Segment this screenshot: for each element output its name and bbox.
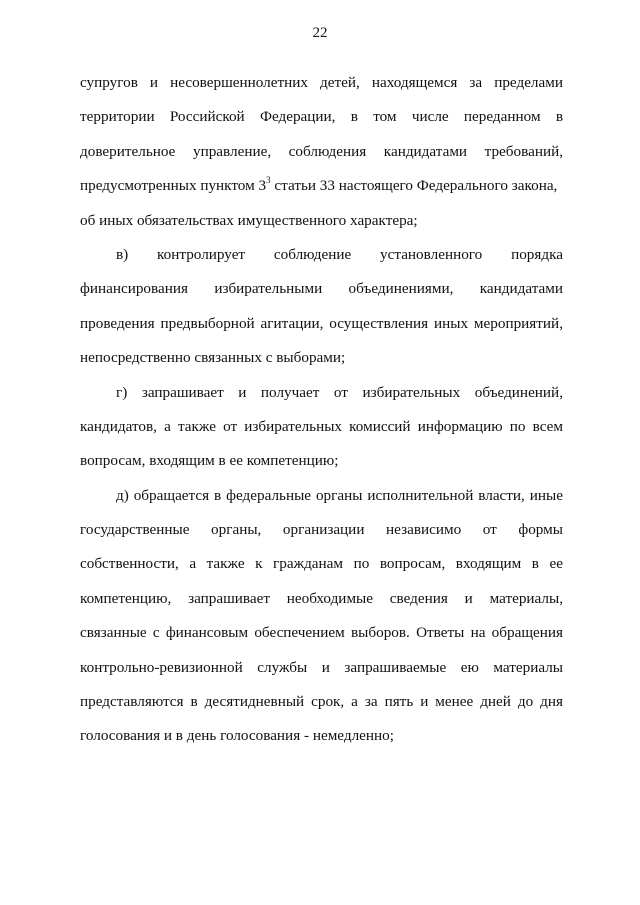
text-line: д) обращается в федеральные органы исполнительной власти, иные [116,486,563,504]
text-line: супругов и несовершеннолетних детей, находящемся за пределами [80,74,563,91]
text-fragment: статьи 33 настоящего Федерального закона, [270,177,558,195]
text-line: проведения предвыборной агитации, осуществления иных мероприятий, [80,314,563,332]
text-line: об иных обязательствах имущественного характера; [80,211,418,229]
text-line: представляются в десятидневный срок, а за пять и менее дней до дня [80,693,563,711]
superscript: 3 [266,175,271,186]
paragraph-1 [80,66,563,238]
text-line: кандидатов, а также от избирательных комиссий информацию по всем [80,417,563,435]
text-line: финансирования избирательными объединениями, кандидатами [80,280,563,298]
text-line: в) контролирует соблюдение установленного порядка [116,245,563,263]
text-line: непосредственно связанных с выборами; [80,349,346,367]
text-line: контрольно-ревизионной службы и запрашиваемые ею материалы [80,658,563,676]
text-line: г) запрашивает и получает от избирательных объединений, [116,383,563,401]
text-line: вопросам, входящим в ее компетенцию; [80,452,339,470]
paragraph-item-d [80,479,563,754]
text-line: связанные с финансовым обеспечением выборов. Ответы на обращения [80,624,563,642]
page-number: 22 [312,25,328,41]
text-line: государственные органы, организации независимо от формы [80,521,563,539]
text-fragment: предусмотренных пунктом 3 [80,177,267,195]
text-line: территории Российской Федерации, в том числе переданном в [80,108,563,126]
paragraph-item-g [80,376,563,479]
text-line: доверительное управление, соблюдения кандидатами требований, [80,142,563,160]
paragraph-item-v [80,238,563,376]
text-line: собственности, а также к гражданам по вопросам, входящим в ее [80,555,563,573]
text-line: голосования и в день голосования - немедленно; [80,727,394,745]
document-body [80,66,563,754]
text-line: компетенцию, запрашивает необходимые сведения и материалы, [80,589,563,607]
text-line-with-superscript [80,169,563,203]
